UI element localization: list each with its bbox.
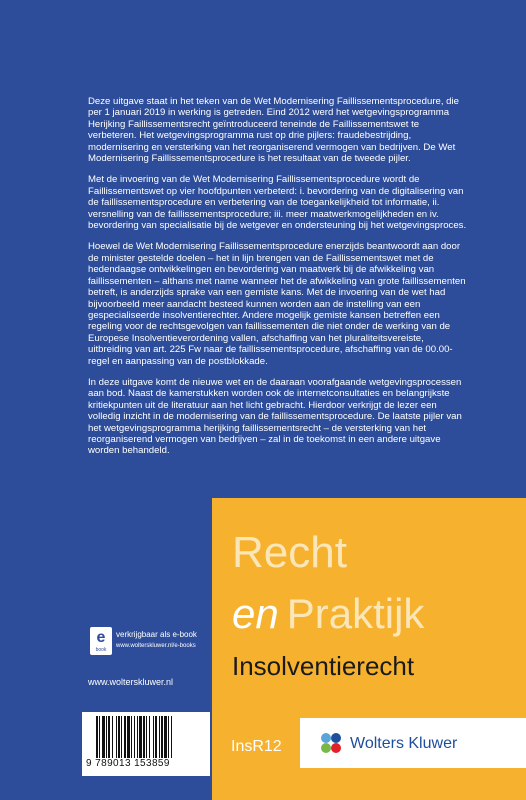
barcode-bar [124, 716, 126, 758]
barcode-bar [143, 716, 145, 758]
barcode-bar [161, 716, 163, 758]
barcode-bar [134, 716, 135, 758]
barcode-bar [102, 716, 105, 758]
series-code: InsR12 [231, 738, 282, 755]
barcode-bar [106, 716, 107, 758]
publisher-website: www.wolterskluwer.nl [88, 677, 174, 687]
blurb-paragraph-2: Met de invoering van de Wet Modernisering Faillissementsprocedure wordt de Faillissementswet op vier hoofdpunten verbeterd: i. bevordering van de digitalisering van de faillissementsprocedure en verbetering van de toegankelijkheid tot informatie, ii. versnelling van de faillissementsprocedure; iii. meer maatwerkmogelijkheden en iv. bevordering van specialisatie bij de wetgever en ondersteuning bij het wetgevingsproces. [88, 174, 467, 232]
barcode-bar [139, 716, 142, 758]
barcode-bar [171, 716, 172, 758]
barcode-icon [94, 716, 204, 758]
barcode-bar [131, 716, 132, 758]
barcode-bar [112, 716, 113, 758]
ebook-availability-text: verkrijgbaar als e-book [116, 630, 197, 639]
series-title-recht: Recht [232, 528, 347, 577]
barcode-bar [155, 716, 157, 758]
blurb-paragraph-3: Hoewel de Wet Modernisering Faillissementsprocedure enerzijds beantwoordt aan door de minister gestelde doelen – het in lijn brengen van de Faillissementswet met de hedendaagse ontwikkelingen en bevordering van maatwerk bij de afwikkeling van faillissementen – althans met name wanneer het de afwikkeling van grote faillissementen betreft, is anderzijds sprake van een gemiste kans. Met de invoering van de wet had bijvoorbeeld meer aandacht besteed kunnen worden aan de instelling van een gespecialiseerde insolventierechter. Andere mogelijk gemiste kansen betreffen een regeling voor de rechtsgevolgen van faillissementen die niet onder de werking van de Europese Insolventieverordening vallen, afschaffing van het pluraliteitsvereiste, uitbreiding van art. 225 Fw naar de faillissementsprocedure, afschaffing van de 00.00-regel en aanpassing van de postblokkade. [88, 241, 466, 367]
series-title-praktijk [232, 590, 424, 638]
blurb-paragraph-1: Deze uitgave staat in het teken van de Wet Modernisering Faillissementsprocedure, die per 1 januari 2019 in werking is getreden. Eind 2012 werd het wetgevingsprogramma Herijking Faillissementsrecht geïntroduceerd teneinde de Faillissementswet te verbeteren. Het wetgevingsprogramma rust op drie pijlers: fraudebestrijding, modernisering en versterking van het reorganiserend vermogen van bedrijven. De Wet Modernisering Faillissementsprocedure is het resultaat van de tweede pijler. [88, 96, 459, 165]
barcode-bar [164, 716, 167, 758]
barcode-bar [127, 716, 130, 758]
series-title-praktijk-word: Praktijk [286, 590, 425, 637]
ebook-icon-label: book [95, 647, 107, 653]
barcode-bar [118, 716, 120, 758]
barcode-bar [137, 716, 138, 758]
ebook-icon-letter: e [96, 629, 106, 646]
barcode-bar [99, 716, 100, 758]
subject-title: Insolventierecht [232, 651, 415, 681]
ebook-url: www.wolterskluwer.nl/e-books [116, 643, 196, 649]
barcode-bar [149, 716, 150, 758]
barcode-bar [108, 716, 110, 758]
barcode-bar [146, 716, 147, 758]
barcode-bar [168, 716, 169, 758]
series-title-en: en [232, 590, 279, 637]
blurb-paragraph-4: In deze uitgave komt de nieuwe wet en de daaraan voorafgaande wetgevingsprocessen aan bod. Naast de kamerstukken worden ook de internetconsultaties en belangrijkste kritiekpunten uit de literatuur aan het licht gebracht. Hierdoor verkrijgt de lezer een volledig inzicht in de modernisering van de faillissementsprocedure. De laatste pijler van het wetgevingsprogramma herijking faillissementsrecht – de versterking van het reorganiserend vermogen van bedrijven – zal in de toekomst in een andere uitgave worden behandeld. [88, 376, 462, 457]
wolters-kluwer-logo-icon [318, 730, 344, 756]
barcode-bar [121, 716, 122, 758]
blurb-text [88, 96, 468, 467]
barcode-bar [96, 716, 98, 758]
publisher-name: Wolters Kluwer [350, 735, 458, 752]
barcode-bar [159, 716, 160, 758]
barcode-bar [116, 716, 117, 758]
barcode-bar [153, 716, 154, 758]
isbn-number: 9 789013 153859 [86, 758, 170, 769]
